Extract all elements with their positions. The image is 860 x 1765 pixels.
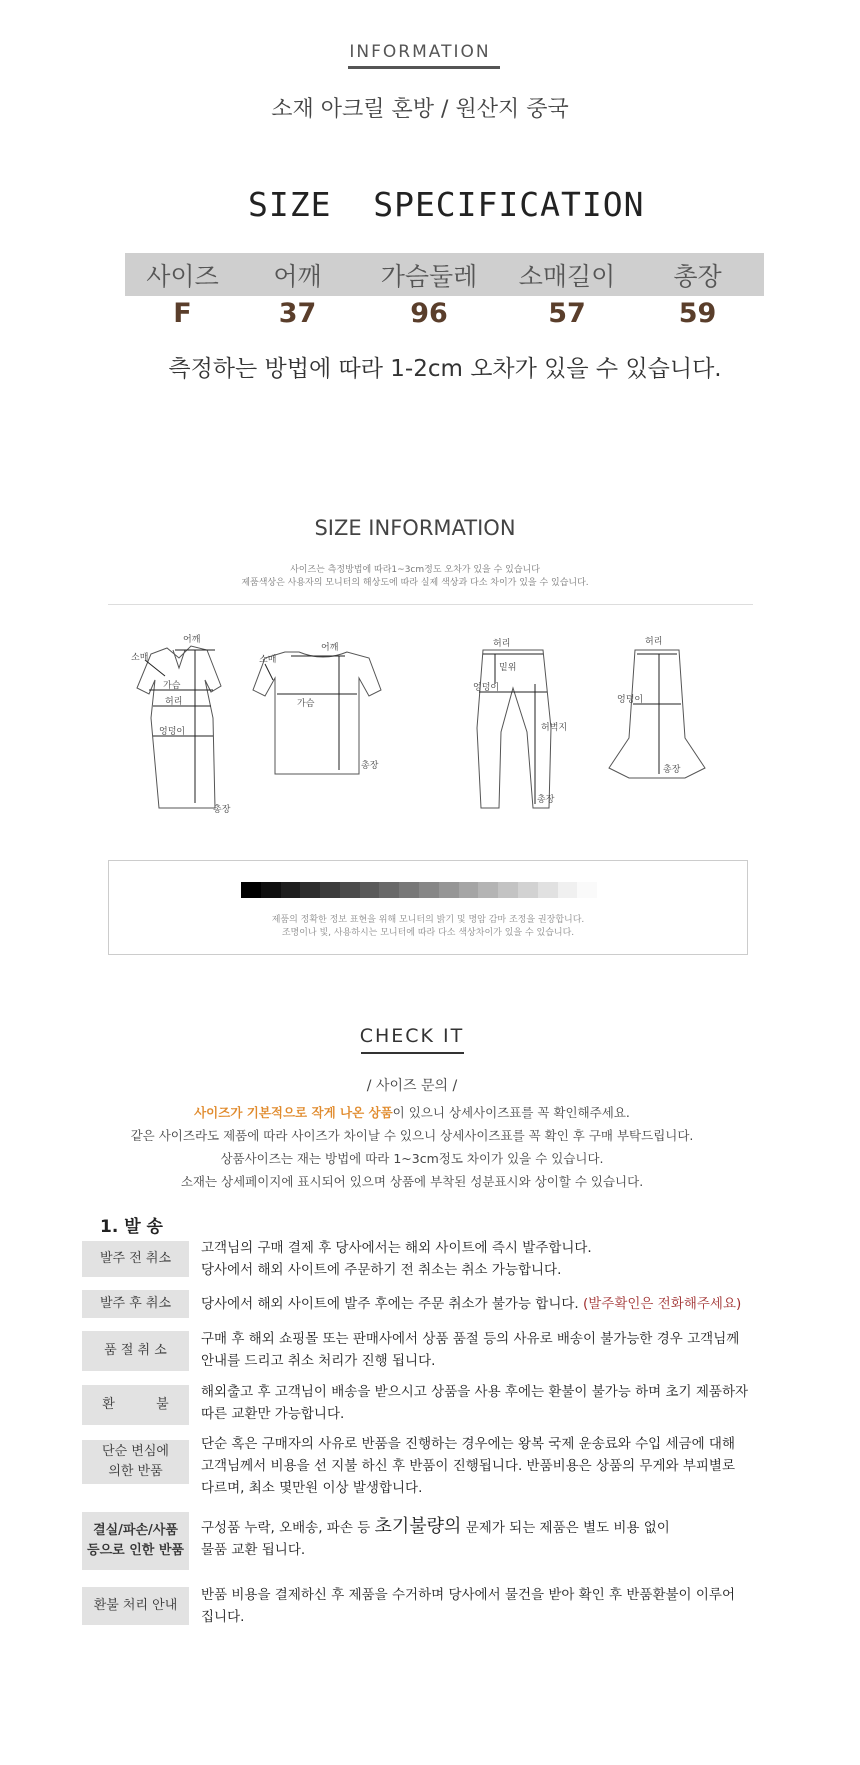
policy-text <box>201 1584 771 1628</box>
size-table-header-row <box>125 257 764 293</box>
info-title-underline <box>348 66 500 69</box>
policy-label: 발주 후 취소 <box>82 1290 189 1318</box>
policy-label <box>82 1440 189 1484</box>
policy-label-line: 단순 변심에 <box>102 1444 169 1459</box>
policy-line: 집니다. <box>201 1609 245 1625</box>
size-value-cell: 96 <box>410 298 448 329</box>
label-shoulder: 어깨 <box>321 643 339 653</box>
highlight-text: 사이즈가 기본적으로 작게 나온 상품 <box>194 1105 393 1120</box>
policy-label <box>82 1512 189 1570</box>
label-chest: 가슴 <box>297 699 315 709</box>
policy-line: 물품 교환 됩니다. <box>201 1542 306 1558</box>
size-info-title: SIZE INFORMATION <box>314 516 516 540</box>
check-it-underline <box>361 1052 464 1054</box>
divider <box>108 604 753 605</box>
label-chest: 가슴 <box>163 681 181 691</box>
size-value-cell: F <box>173 298 192 329</box>
policy-text <box>201 1516 771 1561</box>
policy-label-line: 결실/파손/사품 <box>93 1523 178 1538</box>
check-line <box>0 1103 824 1121</box>
shipping-section-title: 1. 발 송 <box>100 1217 163 1237</box>
policy-text <box>201 1328 771 1372</box>
check-it-title: CHECK IT <box>359 1025 465 1047</box>
label-waist: 허리 <box>165 697 183 707</box>
label-length: 총장 <box>361 761 379 771</box>
policy-line: 따른 교환만 가능합니다. <box>201 1406 345 1422</box>
size-table-value-row <box>125 298 764 329</box>
policy-line: 단순 혹은 구매자의 사유로 반품을 진행하는 경우에는 왕복 국제 운송료와 수입 세금에 대해 <box>201 1436 736 1452</box>
policy-line-part: 구성품 누락, 오배송, 파손 등 <box>201 1520 375 1536</box>
policy-label: 품 절 취 소 <box>82 1331 189 1371</box>
label-length: 총장 <box>663 765 681 775</box>
label-shoulder: 어깨 <box>183 635 201 645</box>
size-info-note: 제품색상은 사용자의 모니터의 해상도에 따라 실제 색상과 다소 차이가 있을 수 있습니다. <box>241 578 589 588</box>
label-rise: 밑위 <box>499 663 517 673</box>
policy-label-line: 등으로 인한 반품 <box>87 1543 184 1558</box>
size-inquiry-subtitle: / 사이즈 문의 / <box>366 1078 458 1094</box>
label-sleeve: 소매 <box>259 655 277 665</box>
info-title: INFORMATION <box>349 42 491 62</box>
policy-line: 다르며, 최소 몇만원 이상 발생합니다. <box>201 1480 423 1496</box>
check-line-rest: 이 있으니 상세사이즈표를 꼭 확인해주세요. <box>392 1105 630 1120</box>
policy-text <box>201 1381 771 1425</box>
policy-line-part: 문제가 되는 제품은 별도 비용 없이 <box>461 1520 670 1536</box>
policy-line: 해외출고 후 고객님이 배송을 받으시고 상품을 사용 후에는 환불이 불가능 하며 초기 제품하자 <box>201 1384 749 1400</box>
monitor-calibration-box <box>108 860 748 955</box>
policy-label-line: 의한 반품 <box>108 1464 163 1479</box>
size-header-cell: 총장 <box>673 262 722 291</box>
check-line: 상품사이즈는 재는 방법에 따라 1~3cm정도 차이가 있을 수 있습니다. <box>220 1151 604 1166</box>
policy-text <box>201 1237 771 1281</box>
policy-line: 구매 후 해외 쇼핑몰 또는 판매사에서 상품 품절 등의 사유로 배송이 불가능한 경우 고객님께 <box>201 1331 740 1347</box>
label-hip: 엉덩이 <box>159 727 186 737</box>
size-info-note: 사이즈는 측정방법에 따라1~3cm정도 오차가 있을 수 있습니다 <box>290 565 540 575</box>
monitor-note: 조명이나 빛, 사용하시는 모니터에 따라 다소 색상차이가 있을 수 있습니다. <box>281 928 575 938</box>
policy-line: 안내를 드리고 취소 처리가 진행 됩니다. <box>201 1353 436 1369</box>
policy-line <box>201 1516 771 1539</box>
measurement-note: 측정하는 방법에 따라 1-2cm 오차가 있을 수 있습니다. <box>168 356 722 382</box>
label-hip: 엉덩이 <box>473 683 500 693</box>
size-value-cell: 57 <box>548 298 586 329</box>
policy-label: 환불 처리 안내 <box>82 1587 189 1625</box>
material-origin-text: 소재 아크릴 혼방 / 원산지 중국 <box>271 97 569 122</box>
check-line: 같은 사이즈라도 제품에 따라 사이즈가 차이날 수 있으니 상세사이즈표를 꼭 확인 후 구매 부탁드립니다. <box>130 1128 694 1143</box>
policy-line: 당사에서 해외 사이트에 주문하기 전 취소는 취소 가능합니다. <box>201 1262 562 1278</box>
policy-line: 반품 비용을 결제하신 후 제품을 수거하며 당사에서 물건을 받아 확인 후 반품환불이 이루어 <box>201 1587 736 1603</box>
label-length: 총장 <box>213 805 231 815</box>
label-length: 총장 <box>537 795 555 805</box>
policy-text <box>201 1433 771 1499</box>
label-thigh: 허벅지 <box>541 723 568 733</box>
policy-note-red: (발주확인은 전화해주세요) <box>582 1296 742 1312</box>
policy-line: 고객님의 구매 결제 후 당사에서는 해외 사이트에 즉시 발주합니다. <box>201 1240 592 1256</box>
monitor-note: 제품의 정확한 정보 표현을 위해 모니터의 밝기 및 명암 감마 조정을 권장합니다. <box>271 915 585 925</box>
policy-text <box>201 1293 771 1315</box>
size-header-cell: 사이즈 <box>146 262 219 291</box>
label-waist: 허리 <box>493 639 511 649</box>
policy-label: 환 불 <box>82 1385 189 1425</box>
size-spec-title: SIZE SPECIFICATION <box>248 185 645 224</box>
garment-measurement-diagram <box>115 628 715 818</box>
grayscale-gradient-bar <box>241 882 597 898</box>
label-sleeve: 소매 <box>131 653 149 663</box>
size-header-cell: 어깨 <box>273 262 322 291</box>
policy-label: 발주 전 취소 <box>82 1241 189 1277</box>
size-value-cell: 37 <box>278 298 317 329</box>
check-line: 소재는 상세페이지에 표시되어 있으며 상품에 부착된 성분표시와 상이할 수 있습니다. <box>180 1174 644 1189</box>
policy-line-emphasis: 초기불량의 <box>374 1516 462 1537</box>
size-header-cell: 가슴둘레 <box>380 262 478 291</box>
policy-line: 고객님께서 비용을 선 지불 하신 후 반품이 진행됩니다. 반품비용은 상품의 무게와 부피별로 <box>201 1458 736 1474</box>
size-value-cell: 59 <box>678 298 717 329</box>
size-header-cell: 소매길이 <box>518 262 616 291</box>
label-hip: 엉덩이 <box>617 695 644 705</box>
label-waist: 허리 <box>645 637 663 647</box>
policy-line: 당사에서 해외 사이트에 발주 후에는 주문 취소가 불가능 합니다. <box>201 1296 579 1312</box>
